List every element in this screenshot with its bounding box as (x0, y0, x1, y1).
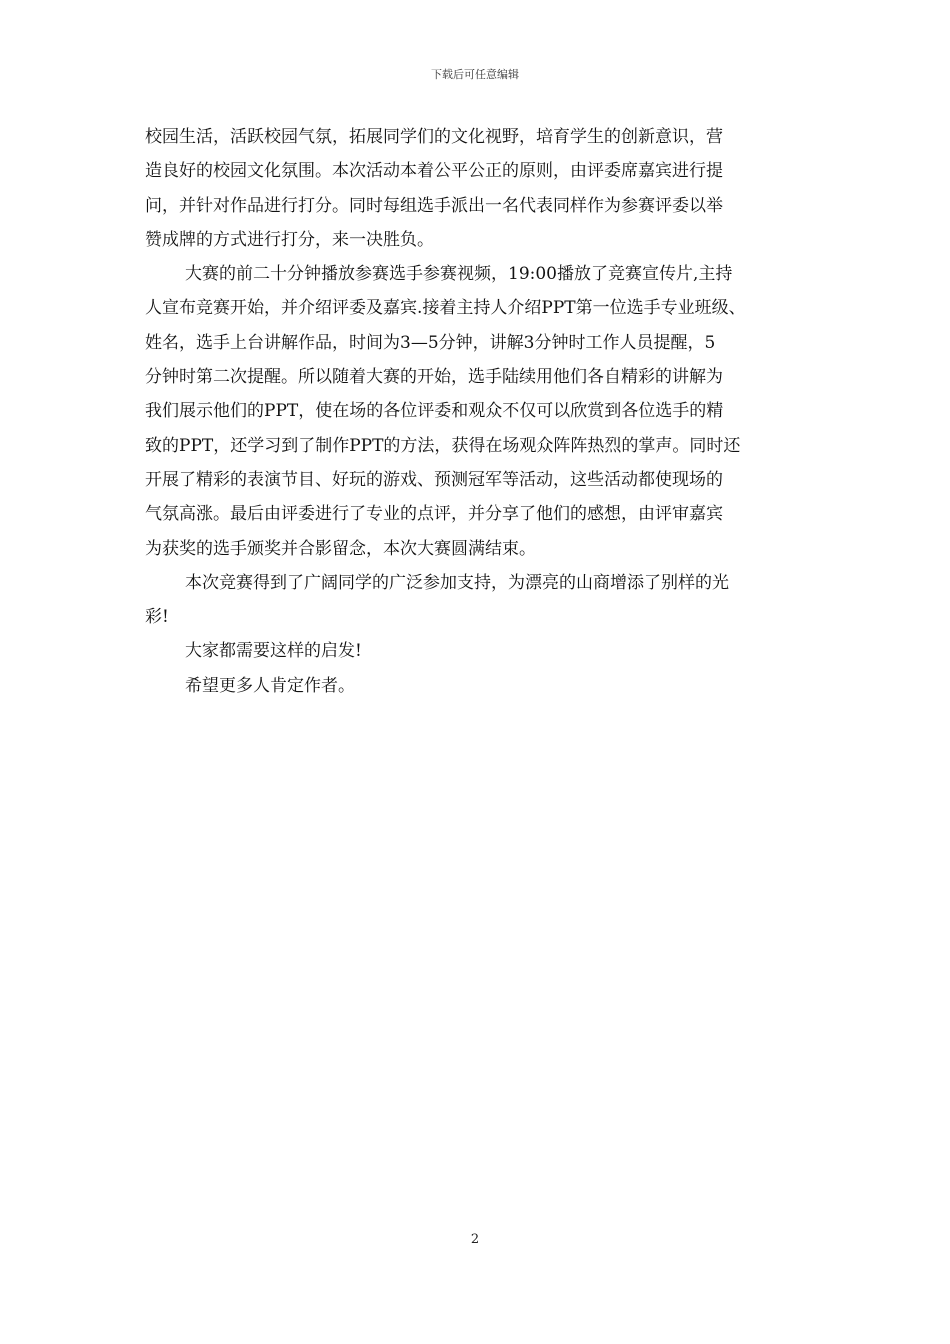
paragraph-line: 赞成牌的方式进行打分，来一决胜负。 (145, 229, 434, 250)
paragraph-line: 校园生活，活跃校园气氛，拓展同学们的文化视野，培育学生的创新意识，营 (145, 127, 723, 147)
paragraph-line: 分钟时第二次提醒。所以随着大赛的开始，选手陆续用他们各自精彩的讲解为 (145, 367, 723, 388)
paragraph-line: 人宣布竞赛开始，并介绍评委及嘉宾.接着主持人介绍PPT第一位选手专业班级、 (145, 298, 746, 319)
page-header: 下载后可任意编辑 (431, 68, 519, 81)
paragraph-line: 问，并针对作品进行打分。同时每组选手派出一名代表同样作为参赛评委以举 (145, 195, 723, 216)
paragraph-line: 我们展示他们的PPT，使在场的各位评委和观众不仅可以欣赏到各位选手的精 (145, 401, 724, 422)
paragraph-line: 希望更多人肯定作者。 (185, 675, 355, 696)
paragraph-line: 彩! (145, 607, 169, 628)
paragraph-line: 本次竞赛得到了广阔同学的广泛参加支持，为漂亮的山商增添了别样的光 (185, 572, 729, 593)
page-number: 2 (470, 1232, 480, 1247)
paragraph-line: 造良好的校园文化氛围。本次活动本着公平公正的原则，由评委席嘉宾进行提 (145, 161, 723, 182)
paragraph-line: 姓名，选手上台讲解作品，时间为3—5分钟，讲解3分钟时工作人员提醒，5 (145, 332, 716, 353)
document-body (145, 120, 809, 703)
paragraph-line: 大家都需要这样的启发! (185, 641, 362, 662)
paragraph-line: 开展了精彩的表演节目、好玩的游戏、预测冠军等活动，这些活动都使现场的 (145, 469, 723, 490)
paragraph-line: 致的PPT，还学习到了制作PPT的方法，获得在场观众阵阵热烈的掌声。同时还 (145, 435, 741, 456)
paragraph-line: 气氛高涨。最后由评委进行了专业的点评，并分享了他们的感想，由评审嘉宾 (145, 504, 723, 525)
paragraph-line: 为获奖的选手颁奖并合影留念，本次大赛圆满结束。 (145, 538, 536, 559)
paragraph-line: 大赛的前二十分钟播放参赛选手参赛视频，19:00播放了竞赛宣传片,主持 (185, 264, 733, 285)
